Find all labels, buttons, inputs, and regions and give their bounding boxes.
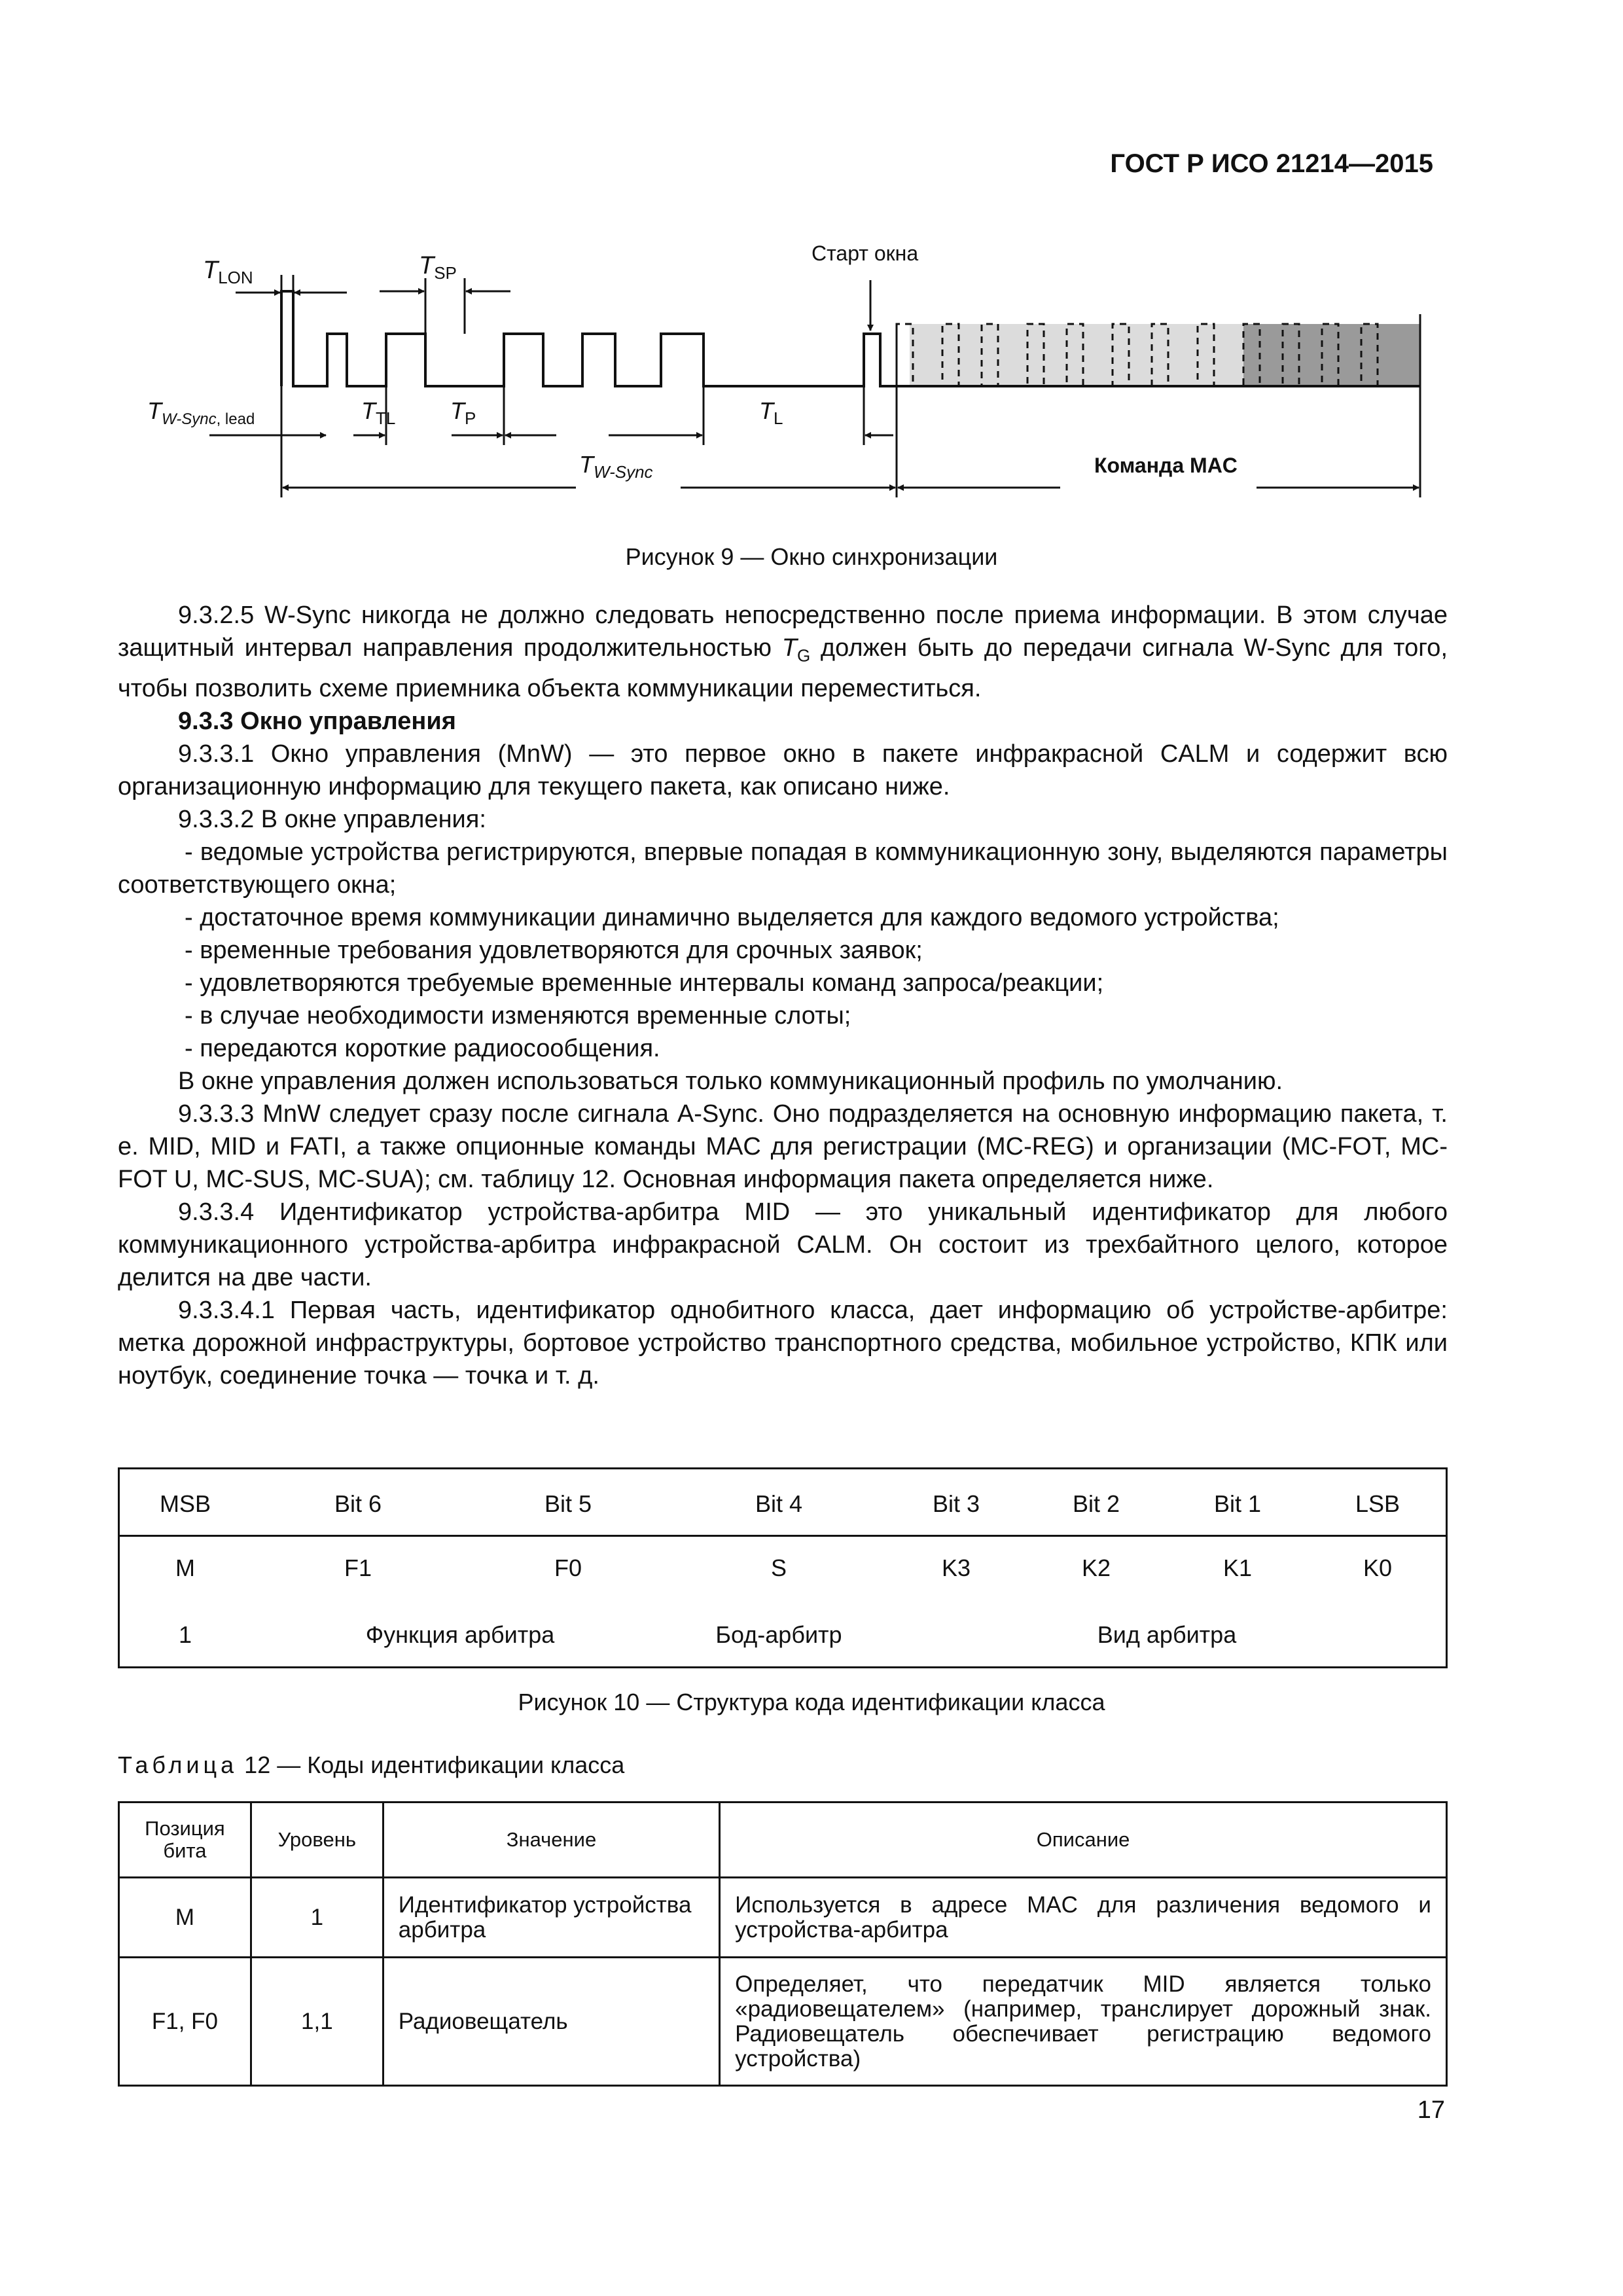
mac-shade-dark: [1243, 324, 1420, 386]
body-text: [118, 599, 1448, 1392]
label-t-tl: $T_{TL}$: [361, 397, 396, 428]
figure9-caption: Рисунок 9 — Окно синхронизации: [625, 543, 998, 570]
table-cell: M: [119, 1878, 251, 1958]
bit-header: Bit 3: [932, 1490, 980, 1517]
label-start-window: Старт окна: [812, 242, 919, 265]
table-cell: Радиовещатель: [383, 1958, 719, 2086]
label-t-wsync: $T_{W-Sync}$: [579, 451, 653, 482]
list-item: - удовлетворяются требуемые временные интервалы команд запроса/реакции;: [185, 969, 1104, 997]
paragraph-default-profile: В окне управления должен использоваться только коммуникационный профиль по умолчанию.: [178, 1067, 1283, 1095]
table-cell: Идентификатор устройства арбитра: [383, 1878, 719, 1958]
class-code-structure-figure: [118, 1467, 1448, 1668]
table-cell: Используется в адресе MAC для различения ведомого и устройства-арбитра: [720, 1878, 1447, 1958]
bit-value: M: [175, 1554, 195, 1581]
bit-header: Bit 2: [1072, 1490, 1120, 1517]
list-item: - ведомые устройства регистрируются, впервые попадая в коммуникационную зону, выделяются параметры соответствующего окна;: [118, 838, 1448, 899]
paragraph-9-3-2-5: 9.3.2.5 W-Sync никогда не должно следовать непосредственно после приема информации. В этом случае защитный интервал направления продолжительностью $T_G$ должен быть до передачи сигнала W-Sync для того, чтобы позволить схеме приемника объекта коммуникации переместиться.: [118, 601, 1448, 702]
figure10-caption: Рисунок 10 — Структура кода идентификации класса: [518, 1689, 1105, 1715]
label-mac-command: Команда MAC: [1094, 454, 1238, 477]
column-header: Значение: [383, 1803, 719, 1878]
bit-value: K1: [1222, 1554, 1253, 1581]
paragraph-9-3-3-3: 9.3.3.3 MnW следует сразу после сигнала A-Sync. Оно подразделяется на основную информацию пакета, т. е. MID, MID и FATI, а также опционные команды MAC для регистрации (MC-REG) и организации (MC-FOT, MC-FOT U, MC-SUS, MC-SUA); см. таблицу 12. Основная информация пакета определяется ниже.: [118, 1100, 1448, 1193]
column-header: Уровень: [251, 1803, 383, 1878]
label-t-sp: $T_{SP}$: [419, 252, 457, 283]
bit-header: Bit 4: [755, 1490, 803, 1517]
bit-value: K2: [1081, 1554, 1111, 1581]
group-label: 1: [178, 1621, 192, 1648]
list-item: - временные требования удовлетворяются для срочных заявок;: [185, 936, 923, 964]
bit-value: K0: [1363, 1554, 1393, 1581]
table-row: [119, 1878, 1447, 1958]
table-header-row: [119, 1803, 1447, 1878]
group-label: Вид арбитра: [1097, 1621, 1237, 1648]
table-cell: 1,1: [251, 1958, 383, 2086]
sync-window-diagram: [0, 0, 1623, 524]
label-t-lon: $T_{LON}$: [203, 257, 253, 287]
label-t-l: $T_L$: [759, 397, 783, 428]
bit-value: K3: [941, 1554, 971, 1581]
table-cell: F1, F0: [119, 1958, 251, 2086]
list-item: - передаются короткие радиосообщения.: [185, 1034, 660, 1062]
bit-value: F0: [554, 1554, 582, 1581]
table-row: [119, 1958, 1447, 2086]
column-header: Позиция бита: [119, 1803, 251, 1878]
bit-header: MSB: [159, 1490, 211, 1517]
heading-9-3-3: 9.3.3 Окно управления: [178, 707, 456, 735]
paragraph-9-3-3-1: 9.3.3.1 Окно управления (MnW) — это первое окно в пакете инфракрасной CALM и содержит всю организационную информацию для текущего пакета, как описано ниже.: [118, 740, 1448, 800]
table-cell: 1: [251, 1878, 383, 1958]
bit-header: LSB: [1355, 1490, 1400, 1517]
paragraph-9-3-3-2: 9.3.3.2 В окне управления:: [178, 805, 486, 833]
list-item: - в случае необходимости изменяются временные слоты;: [185, 1001, 851, 1030]
label-t-p: $T_P$: [450, 397, 476, 428]
table-cell: Определяет, что передатчик MID является только «радиовещателем» (например, транслирует дорожный знак. Радиовещатель обеспечивает регистрацию ведомого устройства): [720, 1958, 1447, 2086]
page-number: 17: [1417, 2096, 1445, 2124]
class-codes-table: [118, 1801, 1448, 2087]
bit-header: Bit 5: [544, 1490, 592, 1517]
group-label: Бод-арбитр: [715, 1621, 842, 1648]
document-header: ГОСТ Р ИСО 21214—2015: [1110, 149, 1433, 178]
paragraph-9-3-3-4: 9.3.3.4 Идентификатор устройства-арбитра MID — это уникальный идентификатор для любого коммуникационного устройства-арбитра инфракрасной CALM. Он состоит из трехбайтного целого, которое делится на две части.: [118, 1198, 1448, 1291]
column-header: Описание: [720, 1803, 1447, 1878]
mac-shade-light: [910, 324, 1243, 386]
bit-value: F1: [344, 1554, 372, 1581]
paragraph-9-3-3-4-1: 9.3.3.4.1 Первая часть, идентификатор однобитного класса, дает информацию об устройстве-арбитре: метка дорожной инфраструктуры, бортовое устройство транспортного средства, мобильное устройство, КПК или ноутбук, соединение точка — точка и т. д.: [118, 1296, 1448, 1390]
bit-header: Bit 1: [1213, 1490, 1262, 1517]
group-label: Функция арбитра: [365, 1621, 555, 1648]
list-item: - достаточное время коммуникации динамично выделяется для каждого ведомого устройства;: [185, 903, 1279, 931]
label-t-wsync-lead: $T_{W-Sync}$, lead: [147, 397, 255, 428]
table12-label: Таблица 12 — Коды идентификации класса: [118, 1751, 625, 1778]
bit-header: Bit 6: [334, 1490, 382, 1517]
bit-value: S: [770, 1554, 787, 1581]
